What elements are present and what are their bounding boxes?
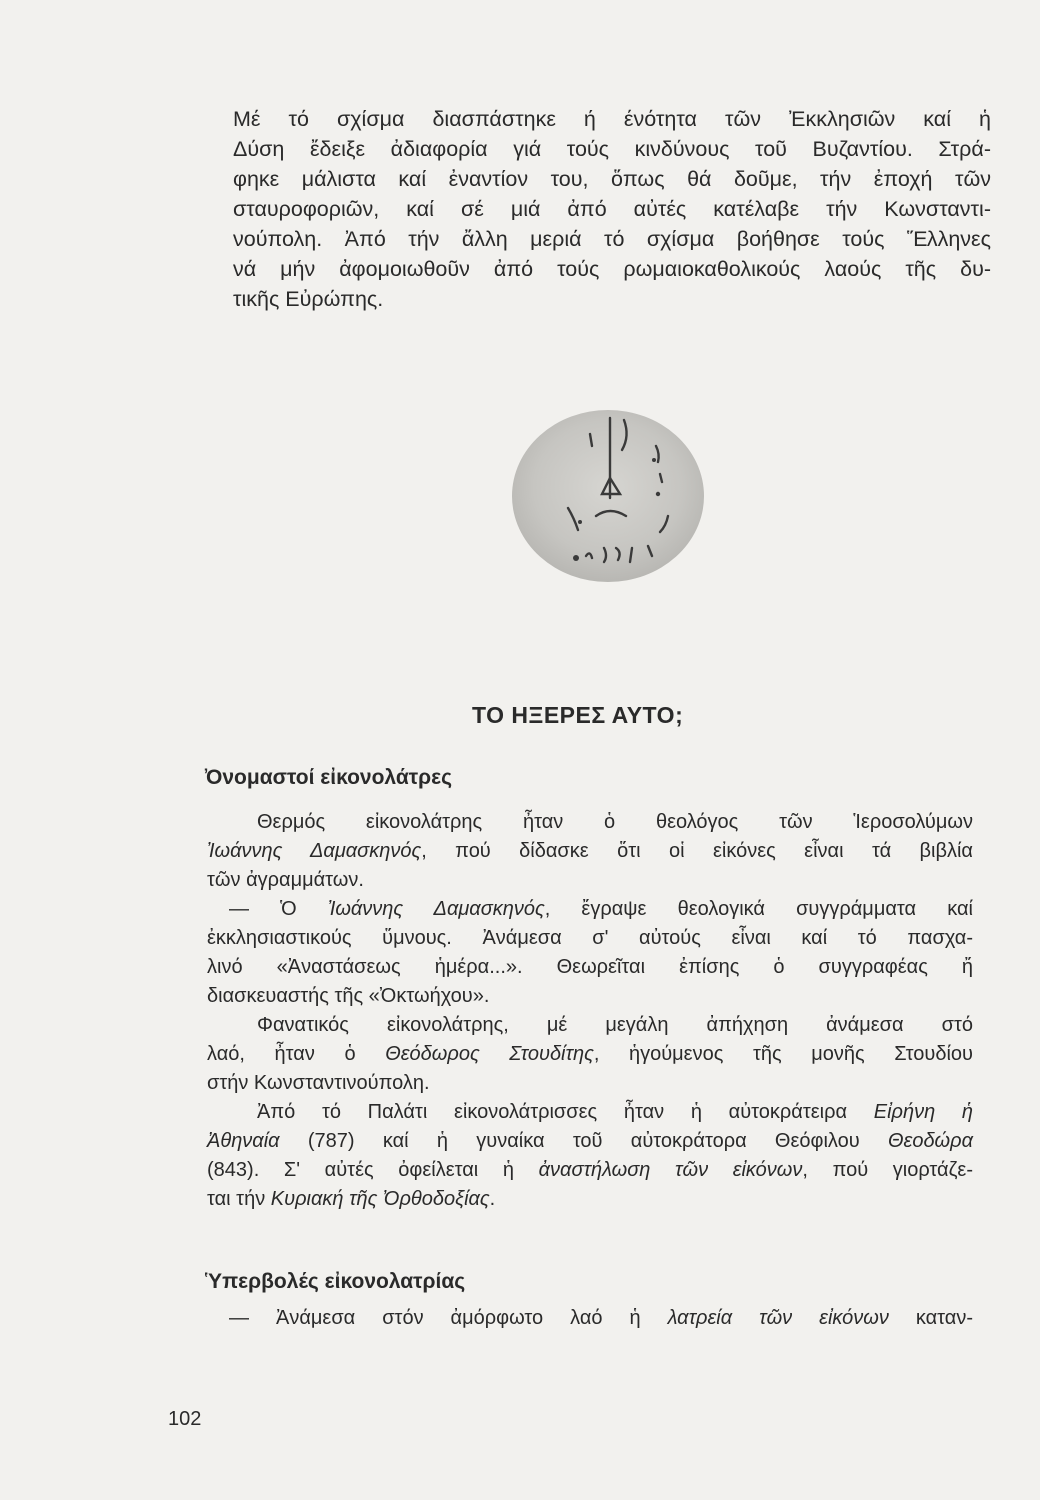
italic-name: Ἰωάννης Δαμασκηνός bbox=[327, 898, 545, 920]
text-fragment: Ἀπό τό Παλάτι εἰκονολάτρισσες ἦταν ἡ αὐτοκράτειρα bbox=[257, 1101, 874, 1123]
text-line bbox=[207, 1040, 973, 1069]
text-fragment: (843). Σ' αὐτές ὀφείλεται ἡ bbox=[207, 1159, 539, 1181]
text-line bbox=[207, 1304, 973, 1333]
text-line bbox=[207, 837, 973, 866]
section-heading: Ὀνομαστοί εἰκονολάτρες bbox=[205, 766, 453, 789]
text-fragment: , ἡγούμενος τῆς μονῆς Στουδίου bbox=[593, 1043, 973, 1065]
italic-name: Ἰωάννης Δαμασκηνός bbox=[207, 840, 422, 862]
box-title: ΤΟ ΗΞΕΡΕΣ ΑΥΤΟ; bbox=[472, 702, 684, 728]
section-heading: Ὑπερβολές εἰκονολατρίας bbox=[205, 1270, 466, 1293]
text-fragment: καταν- bbox=[888, 1307, 973, 1329]
text-fragment: λαό, ἦταν ὁ bbox=[207, 1043, 386, 1065]
text-line: λινό «Ἀναστάσεως ἡμέρα...». Θεωρεῖται ἐπίσης ὁ συγγραφέας ἤ bbox=[207, 956, 973, 978]
text-fragment: , πού δίδασκε ὅτι οἱ εἰκόνες εἶναι τά βιβλία bbox=[421, 840, 973, 862]
text-line bbox=[207, 1127, 973, 1156]
text-fragment: ται τήν bbox=[207, 1188, 271, 1210]
intro-paragraph bbox=[233, 104, 991, 314]
italic-name: Ἀθηναία bbox=[207, 1130, 280, 1152]
text-fragment: — Ὁ bbox=[229, 898, 328, 920]
italic-phrase: λατρεία τῶν εἰκόνων bbox=[667, 1307, 889, 1329]
section-body bbox=[207, 808, 973, 1214]
italic-name: Θεοδώρα bbox=[887, 1130, 973, 1152]
text-fragment: , ἔγραψε θεολογικά συγγράμματα καί bbox=[544, 898, 973, 920]
text-line bbox=[207, 1156, 973, 1185]
text-line bbox=[207, 895, 973, 924]
text-fragment: (787) καί ἡ γυναίκα τοῦ αὐτοκράτορα Θεόφιλου bbox=[279, 1130, 888, 1152]
italic-phrase: ἀναστήλωση τῶν εἰκόνων bbox=[538, 1159, 803, 1181]
text-line: σταυροφοριῶν, καί σέ μιά ἀπό αὐτές κατέλαβε τήν Κωνσταντι- bbox=[233, 197, 991, 221]
text-line: Μέ τό σχίσμα διασπάστηκε ή ένότητα τῶν Ἐκκλησιῶν καί ἡ bbox=[233, 107, 991, 131]
text-fragment: . bbox=[489, 1188, 496, 1210]
text-fragment: , πού γιορτάζε- bbox=[802, 1159, 974, 1181]
text-line: Δύση ἔδειξε ἀδιαφορία γιά τούς κινδύνους τοῦ Βυζαντίου. Στρά- bbox=[233, 137, 991, 161]
text-fragment: — Ἀνάμεσα στόν ἀμόρφωτο λαό ἡ bbox=[229, 1307, 668, 1329]
text-line: στήν Κωνσταντινούπολη. bbox=[207, 1072, 430, 1094]
text-line: φηκε μάλιστα καί ἐναντίον του, ὅπως θά δοῦμε, τήν ἐποχή τῶν bbox=[233, 167, 991, 191]
italic-name: Θεόδωρος Στουδίτης bbox=[385, 1043, 594, 1065]
text-line: νά μήν ἀφομοιωθοῦν ἀπό τούς ρωμαιοκαθολικούς λαούς τῆς δυ- bbox=[233, 257, 991, 281]
coin-image bbox=[508, 398, 708, 598]
section-body bbox=[207, 1304, 973, 1333]
text-line: νούπολη. Ἀπό τήν ἄλλη μεριά τό σχίσμα βοήθησε τούς Ἕλληνες bbox=[233, 227, 991, 251]
text-line bbox=[207, 1185, 973, 1214]
italic-phrase: Κυριακή τῆς Ὀρθοδοξίας bbox=[270, 1188, 490, 1210]
text-line: Φανατικός εἰκονολάτρης, μέ μεγάλη ἀπήχηση ἀνάμεσα στό bbox=[257, 1014, 973, 1036]
page-number: 102 bbox=[168, 1408, 202, 1430]
text-line: διασκευαστής τῆς «Ὀκτωήχου». bbox=[207, 985, 490, 1007]
text-line: τικῆς Εὐρώπης. bbox=[233, 287, 384, 311]
text-line bbox=[207, 1098, 973, 1127]
text-line: ἐκκλησιαστικούς ὕμνους. Ἀνάμεσα σ' αὐτούς εἶναι καί τό πασχα- bbox=[207, 927, 973, 949]
text-line: Θερμός εἰκονολάτρης ἦταν ὁ θεολόγος τῶν Ἱεροσολύμων bbox=[257, 811, 973, 833]
text-line: τῶν ἀγραμμάτων. bbox=[207, 869, 364, 891]
italic-name: Εἰρήνη ἡ bbox=[873, 1101, 973, 1123]
